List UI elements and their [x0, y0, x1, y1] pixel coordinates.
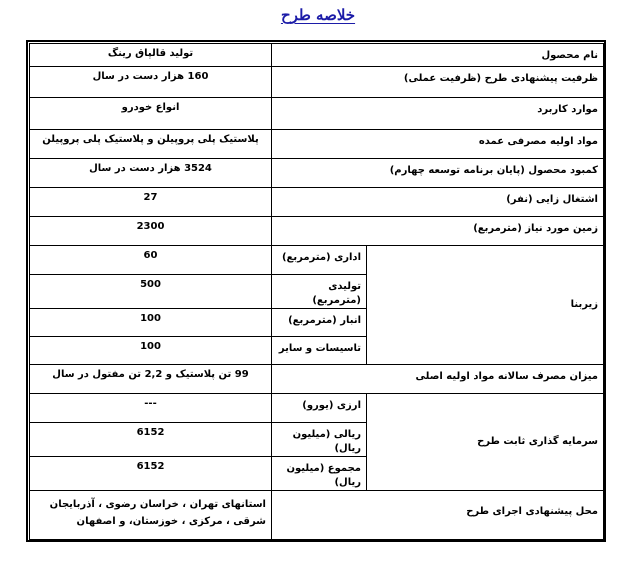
table-row	[30, 491, 604, 540]
table-row	[30, 246, 604, 275]
table-row	[30, 394, 604, 423]
investment-group-label: سرمایه گذاری ثابت طرح	[367, 394, 604, 491]
row-value: ---	[30, 394, 272, 423]
row-label: ظرفیت پیشنهادی طرح (ظرفیت عملی)	[272, 67, 604, 98]
table-row	[30, 159, 604, 188]
row-label: اشتغال زایی (نفر)	[272, 188, 604, 217]
row-label: کمبود محصول (پایان برنامه توسعه چهارم)	[272, 159, 604, 188]
row-value: 2300	[30, 217, 272, 246]
row-value: 6152	[30, 423, 272, 457]
row-value: تولید قالپاق رینگ	[30, 44, 272, 67]
row-label: ارزی (یورو)	[272, 394, 367, 423]
row-value: 100	[30, 309, 272, 337]
table-row	[30, 365, 604, 394]
row-label: تولیدی (مترمربع)	[272, 275, 367, 309]
row-value: 6152	[30, 457, 272, 491]
table-row	[30, 98, 604, 130]
summary-table	[29, 43, 604, 540]
row-label: میزان مصرف سالانه مواد اولیه اصلی	[272, 365, 604, 394]
row-label: زمین مورد نیاز (مترمربع)	[272, 217, 604, 246]
row-label: مواد اولیه مصرفی عمده	[272, 130, 604, 159]
row-label: اداری (مترمربع)	[272, 246, 367, 275]
row-label: مجموع (میلیون ریال)	[272, 457, 367, 491]
row-label: محل پیشنهادی اجرای طرح	[272, 491, 604, 540]
row-label: نام محصول	[272, 44, 604, 67]
row-value: پلاستیک پلی پروپیلن و پلاستیک پلی پروپیلن	[30, 130, 272, 159]
row-value: 160 هزار دست در سال	[30, 67, 272, 98]
row-label: تاسیسات و سایر	[272, 337, 367, 365]
table-row	[30, 44, 604, 67]
row-label: موارد کاربرد	[272, 98, 604, 130]
infrastructure-group-label: زیربنا	[367, 246, 604, 365]
row-label: ریالی (میلیون ریال)	[272, 423, 367, 457]
table-row	[30, 67, 604, 98]
row-value: 27	[30, 188, 272, 217]
table-row	[30, 188, 604, 217]
table-row	[30, 130, 604, 159]
row-value: 500	[30, 275, 272, 309]
table-row	[30, 217, 604, 246]
row-value: 100	[30, 337, 272, 365]
row-value: استانهای تهران ، خراسان رضوی ، آذربایجان شرقی ، مرکزی ، خوزستان، و اصفهان	[30, 491, 272, 540]
document-title: خلاصه طرح	[280, 6, 356, 24]
row-value: 99 تن پلاستیک و 2,2 تن مفتول در سال	[30, 365, 272, 394]
row-value: 3524 هزار دست در سال	[30, 159, 272, 188]
row-value: انواع خودرو	[30, 98, 272, 130]
row-label: انبار (مترمربع)	[272, 309, 367, 337]
row-value: 60	[30, 246, 272, 275]
